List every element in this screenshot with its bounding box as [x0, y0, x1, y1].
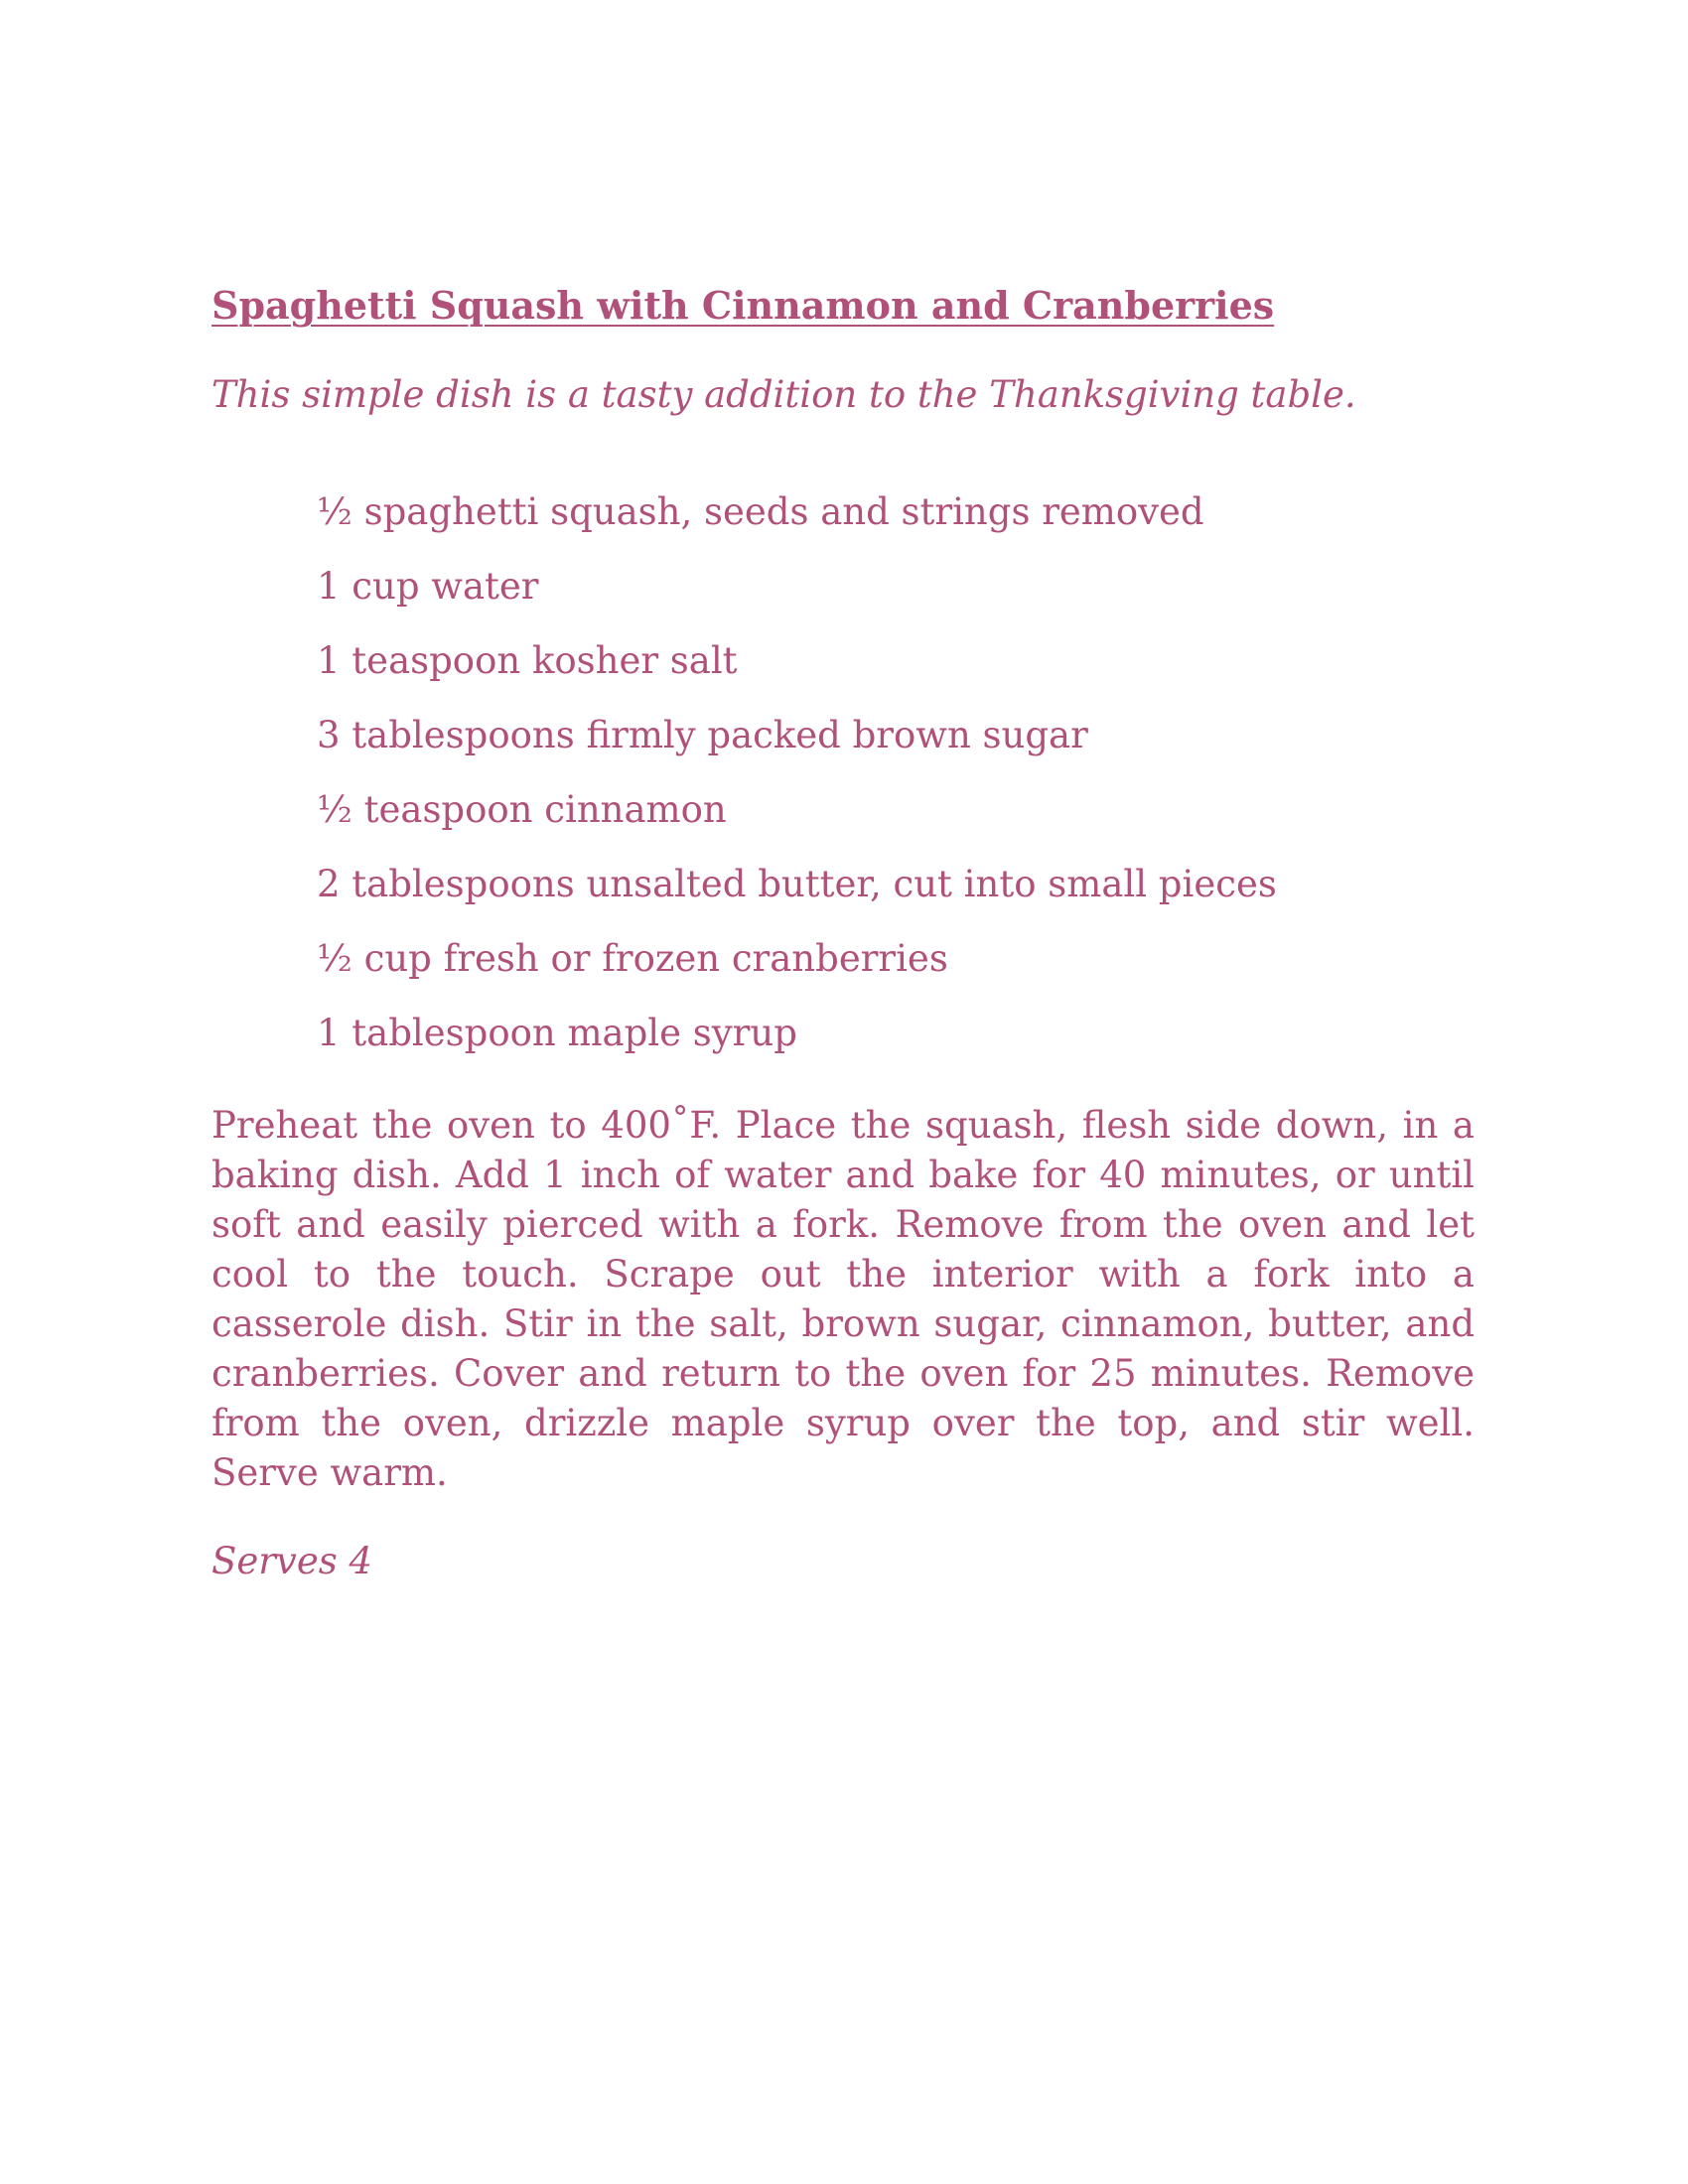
ingredient-item: 1 tablespoon maple syrup [317, 1012, 797, 1054]
ingredient-list [211, 484, 1475, 1061]
ingredient-item: ½ spaghetti squash, seeds and strings removed [317, 490, 1204, 533]
recipe-page [211, 278, 1475, 1589]
ingredient-item: ½ cup fresh or frozen cranberries [317, 937, 948, 980]
ingredient-item: 2 tablespoons unsalted butter, cut into small pieces [317, 863, 1277, 905]
ingredient-item: ½ teaspoon cinnamon [317, 788, 727, 831]
recipe-title: Spaghetti Squash with Cinnamon and Cranberries [211, 283, 1275, 328]
recipe-directions: Preheat the oven to 400˚F. Place the squash, flesh side down, in a baking dish. Add 1 inch of water and bake for 40 minutes, or until soft and easily pierced with a fork. Remove from the oven and let cool to the touch. Scrape out the interior with a fork into a casserole dish. Stir in the salt, brown sugar, cinnamon, butter, and cranberries. Cover and return to the oven for 25 minutes. Remove from the oven, drizzle maple syrup over the top, and stir well. Serve warm. [211, 1104, 1475, 1494]
ingredient-item: 1 cup water [317, 565, 539, 608]
recipe-serves: Serves 4 [211, 1540, 373, 1582]
ingredient-item: 3 tablespoons firmly packed brown sugar [317, 714, 1088, 756]
ingredient-item: 1 teaspoon kosher salt [317, 639, 738, 682]
recipe-subtitle: This simple dish is a tasty addition to the Thanksgiving table. [211, 373, 1356, 416]
